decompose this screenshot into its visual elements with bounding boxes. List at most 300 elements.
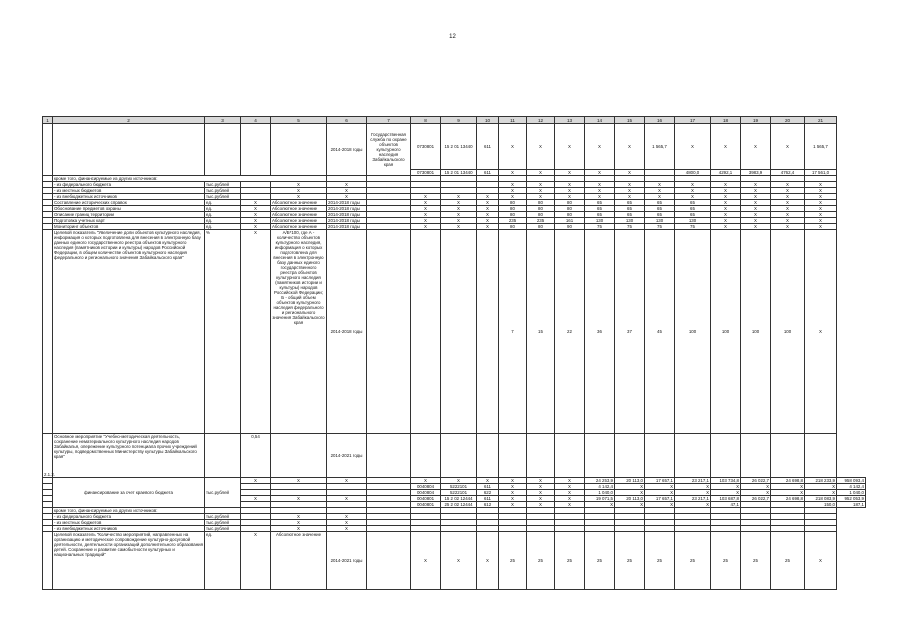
table-cell: Х	[527, 496, 555, 502]
value-cell: 7	[499, 230, 527, 434]
table-cell: 2014-2018 годы	[327, 224, 367, 230]
code-cell: 0730801	[411, 170, 441, 176]
table-cell: 23 217,1	[675, 478, 711, 484]
value-cell: 100	[711, 230, 741, 434]
table-cell: 80	[527, 200, 555, 206]
table-row	[43, 124, 866, 170]
table-cell: 130	[615, 218, 645, 224]
page-number: 12	[449, 34, 456, 40]
c4-cell: 0,54	[241, 434, 271, 478]
table-cell: Х	[711, 188, 741, 194]
table-cell: Мониторинг объектов	[53, 224, 205, 230]
value-cell: 25	[645, 532, 675, 590]
table-cell: Х	[585, 194, 615, 200]
table-cell: 187,1	[837, 502, 866, 508]
table-cell: 611	[477, 484, 499, 490]
target-indicator-name: Целевой показатель "Количество мероприятий, направленных на организацию и методическое сопровождение культурно-досуговой деятельности, деятельности организаций дополнительного образования детей. Сохранение и развитие самобытности культурных и национальных традиций"	[53, 532, 205, 590]
value-cell: 22	[555, 230, 585, 434]
table-cell: Х	[711, 218, 741, 224]
value-cell: 25	[585, 532, 615, 590]
table-cell: Х	[711, 200, 741, 206]
table-cell: 17 657,1	[645, 478, 675, 484]
unit-cell: ед.	[205, 532, 241, 590]
table-cell: ед.	[205, 224, 241, 230]
c4-cell: Х	[241, 230, 271, 434]
table-cell: Х	[499, 182, 527, 188]
col-num: 13	[555, 117, 585, 124]
table-cell: Х	[241, 218, 271, 224]
value-cell: Х	[441, 532, 477, 590]
table-cell: ед.	[205, 218, 241, 224]
table-cell: 65	[615, 206, 645, 212]
col-num: 18	[711, 117, 741, 124]
csr-cell: 15 2 01 13440	[441, 124, 477, 170]
table-cell: Х	[771, 224, 805, 230]
table-cell: - из местных бюджетов	[53, 520, 205, 526]
table-cell: Х	[555, 194, 585, 200]
value-cell: 3983,9	[741, 170, 771, 176]
value-cell: Х	[477, 532, 499, 590]
col-num: 9	[441, 117, 477, 124]
col-num: 11	[499, 117, 527, 124]
c4-cell: Х	[241, 532, 271, 590]
table-cell: 65	[645, 212, 675, 218]
table-cell: 65	[585, 200, 615, 206]
table-cell: 611	[477, 496, 499, 502]
table-cell: Х	[555, 182, 585, 188]
table-cell: 26 022,7	[741, 496, 771, 502]
table-cell: - из местных бюджетов	[53, 188, 205, 194]
table-cell: Х	[441, 218, 477, 224]
table-cell: 65	[675, 212, 711, 218]
table-cell: Х	[771, 218, 805, 224]
table-cell: 612	[477, 502, 499, 508]
col-num: 7	[367, 117, 411, 124]
table-cell: 90	[555, 224, 585, 230]
col-num: 17	[675, 117, 711, 124]
table-cell: Х	[241, 212, 271, 218]
table-cell: тыс.рублей	[205, 478, 241, 508]
method-cell: А/Б*100, где А - количество объектов культурного наследия, информация о которых подготовлена для внесения в электронную базу данных единого государственного реестра объектов культурного наследия (памятников истории и культуры) народов Российской Федерации; Б - общий объем объектов культурного наследия федерального и регионального значения Забайкальского края	[271, 230, 327, 434]
table-cell: Абсолютное значение	[271, 218, 327, 224]
table-cell: 80	[499, 200, 527, 206]
table-cell: Х	[527, 502, 555, 508]
table-cell: Х	[771, 200, 805, 206]
value-cell: 15	[527, 230, 555, 434]
table-cell: Х	[711, 194, 741, 200]
table-cell: Х	[411, 478, 441, 484]
table-cell: Х	[499, 502, 527, 508]
table-cell: 80	[527, 206, 555, 212]
table-cell: 80	[527, 212, 555, 218]
table-cell: Абсолютное значение	[271, 224, 327, 230]
table-cell: Абсолютное значение	[271, 200, 327, 206]
table-cell: 5222101	[441, 490, 477, 496]
table-cell: Х	[271, 514, 327, 520]
table-cell: 65	[615, 200, 645, 206]
table-cell: 75	[615, 224, 645, 230]
value-cell: Х	[527, 170, 555, 176]
table-cell: Обоснование предметов охраны	[53, 206, 205, 212]
table-cell: 80	[527, 224, 555, 230]
value-cell: Х	[527, 124, 555, 170]
table-cell: 0040804	[411, 490, 441, 496]
table-cell: Х	[805, 206, 837, 212]
table-cell: Х	[675, 188, 711, 194]
table-cell: Х	[441, 224, 477, 230]
table-cell: Х	[645, 502, 675, 508]
table-cell: Х	[241, 496, 271, 502]
main-event-name: Основное мероприятие "Учебно-методическая деятельность, сохранение нематериального культурного наследия народов Забайкалья, опережение культурного потенциала прочих учреждений культуры, подведомственных Министерству культуры Забайкальского края"	[53, 434, 205, 478]
table-cell: Х	[771, 484, 805, 490]
value-cell: 36	[585, 230, 615, 434]
table-cell: 2014-2018 годы	[327, 212, 367, 218]
col-num: 19	[741, 117, 771, 124]
table-cell: Х	[675, 194, 711, 200]
table-cell: Х	[741, 484, 771, 490]
value-cell: Х	[585, 124, 615, 170]
table-cell: 75	[585, 224, 615, 230]
table-cell: 622	[477, 490, 499, 496]
table-cell: - из федерального бюджета	[53, 182, 205, 188]
table-cell: 26 022,7	[741, 478, 771, 484]
value-cell: 1 565,7	[645, 124, 675, 170]
table-cell: Х	[741, 218, 771, 224]
table-cell: Х	[271, 526, 327, 532]
table-cell: Х	[741, 490, 771, 496]
value-cell: Х	[615, 124, 645, 170]
table-cell: Х	[441, 206, 477, 212]
table-cell: Х	[741, 188, 771, 194]
table-cell: 958 093,4	[837, 478, 866, 484]
table-cell: Х	[241, 206, 271, 212]
value-cell: 4800,0	[675, 170, 711, 176]
table-cell: Х	[241, 478, 271, 484]
code-cell: 0730801	[411, 124, 441, 170]
value-cell: 100	[771, 230, 805, 434]
col-num: 2	[53, 117, 205, 124]
table-cell: Х	[441, 212, 477, 218]
table-cell: 130	[675, 218, 711, 224]
table-cell: 2014-2018 годы	[327, 218, 367, 224]
table-cell: Х	[555, 496, 585, 502]
column-number-row	[43, 117, 866, 124]
table-cell: Х	[477, 218, 499, 224]
table-cell: Х	[499, 490, 527, 496]
table-cell: 65	[675, 200, 711, 206]
table-cell: Х	[499, 194, 527, 200]
table-cell: Х	[585, 188, 615, 194]
table-cell: Х	[741, 200, 771, 206]
table-cell: 0040801	[411, 496, 441, 502]
table-row	[43, 532, 866, 590]
value-cell: Х	[499, 124, 527, 170]
table-cell: 80	[555, 206, 585, 212]
table-cell: 19 071,5	[585, 496, 615, 502]
table-cell: 24 698,8	[771, 496, 805, 502]
value-cell: 4292,1	[711, 170, 741, 176]
col-num: 3	[205, 117, 241, 124]
table-cell: Х	[411, 224, 441, 230]
table-cell: 2014-2018 годы	[327, 200, 367, 206]
table-cell: 103 687,8	[711, 496, 741, 502]
table-cell: 25 2 02 12444	[441, 502, 477, 508]
table-cell: Х	[675, 502, 711, 508]
table-cell: Х	[327, 194, 367, 200]
value-cell: 17 561,0	[805, 170, 837, 176]
table-cell: 65	[585, 212, 615, 218]
table-cell: финансирование за счет краевого бюджета	[53, 478, 205, 508]
table-cell: Х	[645, 188, 675, 194]
table-cell: 161	[555, 218, 585, 224]
col-num: 20	[771, 117, 805, 124]
value-cell: 25	[527, 532, 555, 590]
other-sources-heading: кроме того, финансируемые из других источников:	[53, 508, 205, 514]
value-cell: 25	[771, 532, 805, 590]
table-cell: Х	[271, 182, 327, 188]
table-cell: - из внебюджетных источников	[53, 526, 205, 532]
table-cell: - из внебюджетных источников	[53, 194, 205, 200]
table-cell: Х	[711, 182, 741, 188]
value-cell: 25	[675, 532, 711, 590]
col-num: 4	[241, 117, 271, 124]
table-cell: Х	[527, 484, 555, 490]
table-cell: - из федерального бюджета	[53, 514, 205, 520]
table-cell: 24 698,8	[771, 478, 805, 484]
value-cell: 25	[555, 532, 585, 590]
table-cell: тыс.рублей	[205, 194, 241, 200]
table-cell: Х	[411, 206, 441, 212]
table-cell: 235	[499, 218, 527, 224]
table-cell: Абсолютное значение	[271, 206, 327, 212]
table-cell: Х	[477, 206, 499, 212]
table-cell: Х	[271, 496, 327, 502]
table-cell: 47,1	[711, 502, 741, 508]
value-cell: 25	[711, 532, 741, 590]
table-cell: Х	[411, 194, 441, 200]
table-cell: Х	[615, 194, 645, 200]
table-cell: Х	[615, 484, 645, 490]
table-cell: 235	[527, 218, 555, 224]
table-cell: 65	[645, 206, 675, 212]
table-cell: 130	[645, 218, 675, 224]
table-cell: 65	[585, 206, 615, 212]
table-cell: Х	[741, 182, 771, 188]
csr-cell: 15 2 01 13440	[441, 170, 477, 176]
vr-cell: 611	[477, 124, 499, 170]
value-cell: 45	[645, 230, 675, 434]
table-row	[43, 434, 866, 478]
col-num: 10	[477, 117, 499, 124]
table-cell: ед.	[205, 200, 241, 206]
table-cell: Х	[527, 194, 555, 200]
table-cell: Х	[771, 490, 805, 496]
program-table	[42, 116, 866, 590]
value-cell: Х	[675, 124, 711, 170]
table-cell: Х	[711, 490, 741, 496]
table-cell: Х	[411, 212, 441, 218]
value-cell: 100	[675, 230, 711, 434]
table-cell: Х	[499, 478, 527, 484]
value-cell: Х	[555, 170, 585, 176]
vr-cell: 611	[477, 170, 499, 176]
executor-cell: Государственная служба по охране объектов культурного наследия Забайкальского края	[367, 124, 411, 176]
table-cell: Х	[771, 212, 805, 218]
table-cell: Х	[555, 502, 585, 508]
table-cell: Х	[527, 490, 555, 496]
table-cell: Х	[499, 496, 527, 502]
table-cell: 80	[499, 212, 527, 218]
table-cell: Подготовка учетных карт	[53, 218, 205, 224]
value-cell: Х	[555, 124, 585, 170]
value-cell	[411, 230, 441, 434]
table-cell: 1 040,0	[837, 490, 866, 496]
table-cell: Абсолютное значение	[271, 212, 327, 218]
table-cell: Х	[555, 478, 585, 484]
table-cell: 1 040,0	[585, 490, 615, 496]
table-cell: 130	[585, 218, 615, 224]
table-cell: Х	[241, 200, 271, 206]
table-cell: 952 053,9	[837, 496, 866, 502]
table-cell: 65	[675, 206, 711, 212]
table-cell: Х	[555, 484, 585, 490]
table-cell: Х	[327, 182, 367, 188]
table-cell: Х	[805, 212, 837, 218]
table-cell: Х	[805, 484, 837, 490]
table-cell: Х	[327, 526, 367, 532]
table-cell: тыс.рублей	[205, 526, 241, 532]
value-cell	[441, 230, 477, 434]
table-cell: Х	[771, 206, 805, 212]
table-cell: Х	[241, 224, 271, 230]
period-cell: 2014-2018 годы	[327, 230, 367, 434]
table-cell: Описание границ территории	[53, 212, 205, 218]
table-cell: 80	[499, 224, 527, 230]
table-cell: Х	[327, 496, 367, 502]
period-cell: 2014-2018 годы	[327, 124, 367, 176]
table-cell: ед.	[205, 212, 241, 218]
table-cell: Х	[327, 514, 367, 520]
value-cell: 100	[741, 230, 771, 434]
table-cell: Х	[645, 484, 675, 490]
table-cell: Х	[741, 206, 771, 212]
value-cell: Х	[711, 124, 741, 170]
table-cell: 218 233,9	[805, 478, 837, 484]
value-cell: Х	[585, 170, 615, 176]
value-cell: Х	[741, 124, 771, 170]
value-cell: 4762,4	[771, 170, 805, 176]
table-cell: Х	[527, 182, 555, 188]
row-number: 2.1.2.	[43, 434, 53, 478]
table-cell: Х	[477, 200, 499, 206]
table-cell: 218 083,9	[805, 496, 837, 502]
table-cell: 65	[645, 200, 675, 206]
value-cell: 37	[615, 230, 645, 434]
table-cell: ед.	[205, 206, 241, 212]
table-cell: Х	[585, 502, 615, 508]
table-cell: Х	[645, 182, 675, 188]
table-cell: 2014-2018 годы	[327, 206, 367, 212]
table-cell: Х	[771, 194, 805, 200]
col-num: 6	[327, 117, 367, 124]
table-cell: 20 113,0	[615, 478, 645, 484]
table-cell: Х	[585, 182, 615, 188]
table-cell: Х	[555, 188, 585, 194]
table-cell: Х	[327, 188, 367, 194]
table-cell: Х	[411, 218, 441, 224]
col-num: 16	[645, 117, 675, 124]
value-cell: Х	[805, 532, 837, 590]
table-cell: 15 2 02 12444	[441, 496, 477, 502]
value-cell: 25	[499, 532, 527, 590]
col-num: 8	[411, 117, 441, 124]
value-cell: 25	[741, 532, 771, 590]
table-cell: тыс.рублей	[205, 188, 241, 194]
table-cell: Х	[271, 520, 327, 526]
table-cell: Х	[771, 188, 805, 194]
table-cell: Х	[711, 206, 741, 212]
table-cell: Х	[527, 478, 555, 484]
table-cell: 80	[555, 200, 585, 206]
col-num: 21	[805, 117, 837, 124]
table-cell: Х	[711, 212, 741, 218]
table-cell: 23 217,1	[675, 496, 711, 502]
table-cell: Х	[499, 484, 527, 490]
col-num: 14	[585, 117, 615, 124]
value-cell: Х	[499, 170, 527, 176]
table-cell: Х	[477, 194, 499, 200]
table-cell: тыс.рублей	[205, 514, 241, 520]
table-cell: Х	[675, 490, 711, 496]
col-num: 5	[271, 117, 327, 124]
table-cell: Х	[741, 224, 771, 230]
table-cell: Х	[271, 194, 327, 200]
table-cell: Х	[327, 520, 367, 526]
table-cell: 4 142,4	[837, 484, 866, 490]
value-cell: 25	[615, 532, 645, 590]
table-cell: Х	[441, 200, 477, 206]
target-indicator-name: Целевой показатель "Увеличение доли объектов культурного наследия, информация о которых подготовлена для внесения в электронную базу данных единого государственного реестра объектов культурного наследия (памятников истории и культуры) народов Российской Федерации, в общем количестве объектов культурного наследия федерального и регионального значения Забайкальского края"	[53, 230, 205, 434]
value-cell	[477, 230, 499, 434]
table-cell: Х	[271, 478, 327, 484]
unit-cell: %	[205, 230, 241, 434]
col-num: 15	[615, 117, 645, 124]
table-cell: Х	[271, 188, 327, 194]
table-cell: Х	[477, 478, 499, 484]
method-cell: Абсолютное значение	[271, 532, 327, 590]
table-cell: 0040801	[411, 502, 441, 508]
table-cell: Х	[771, 182, 805, 188]
table-cell: 103 734,8	[711, 478, 741, 484]
value-cell: Х	[411, 532, 441, 590]
table-cell: 4 142,4	[585, 484, 615, 490]
table-cell: Х	[411, 200, 441, 206]
table-cell: Х	[675, 182, 711, 188]
table-cell: 24 253,9	[585, 478, 615, 484]
table-cell: Составление исторических справок	[53, 200, 205, 206]
table-cell: Х	[615, 188, 645, 194]
col-num: 1	[43, 117, 53, 124]
table-cell: 80	[555, 212, 585, 218]
table-cell: 0040804	[411, 484, 441, 490]
table-cell: Х	[441, 194, 477, 200]
table-cell: Х	[527, 188, 555, 194]
table-cell: Х	[615, 182, 645, 188]
table-cell: Х	[711, 484, 741, 490]
table-cell: 20 113,0	[615, 496, 645, 502]
table-cell: Х	[645, 194, 675, 200]
table-cell: тыс.рублей	[205, 520, 241, 526]
